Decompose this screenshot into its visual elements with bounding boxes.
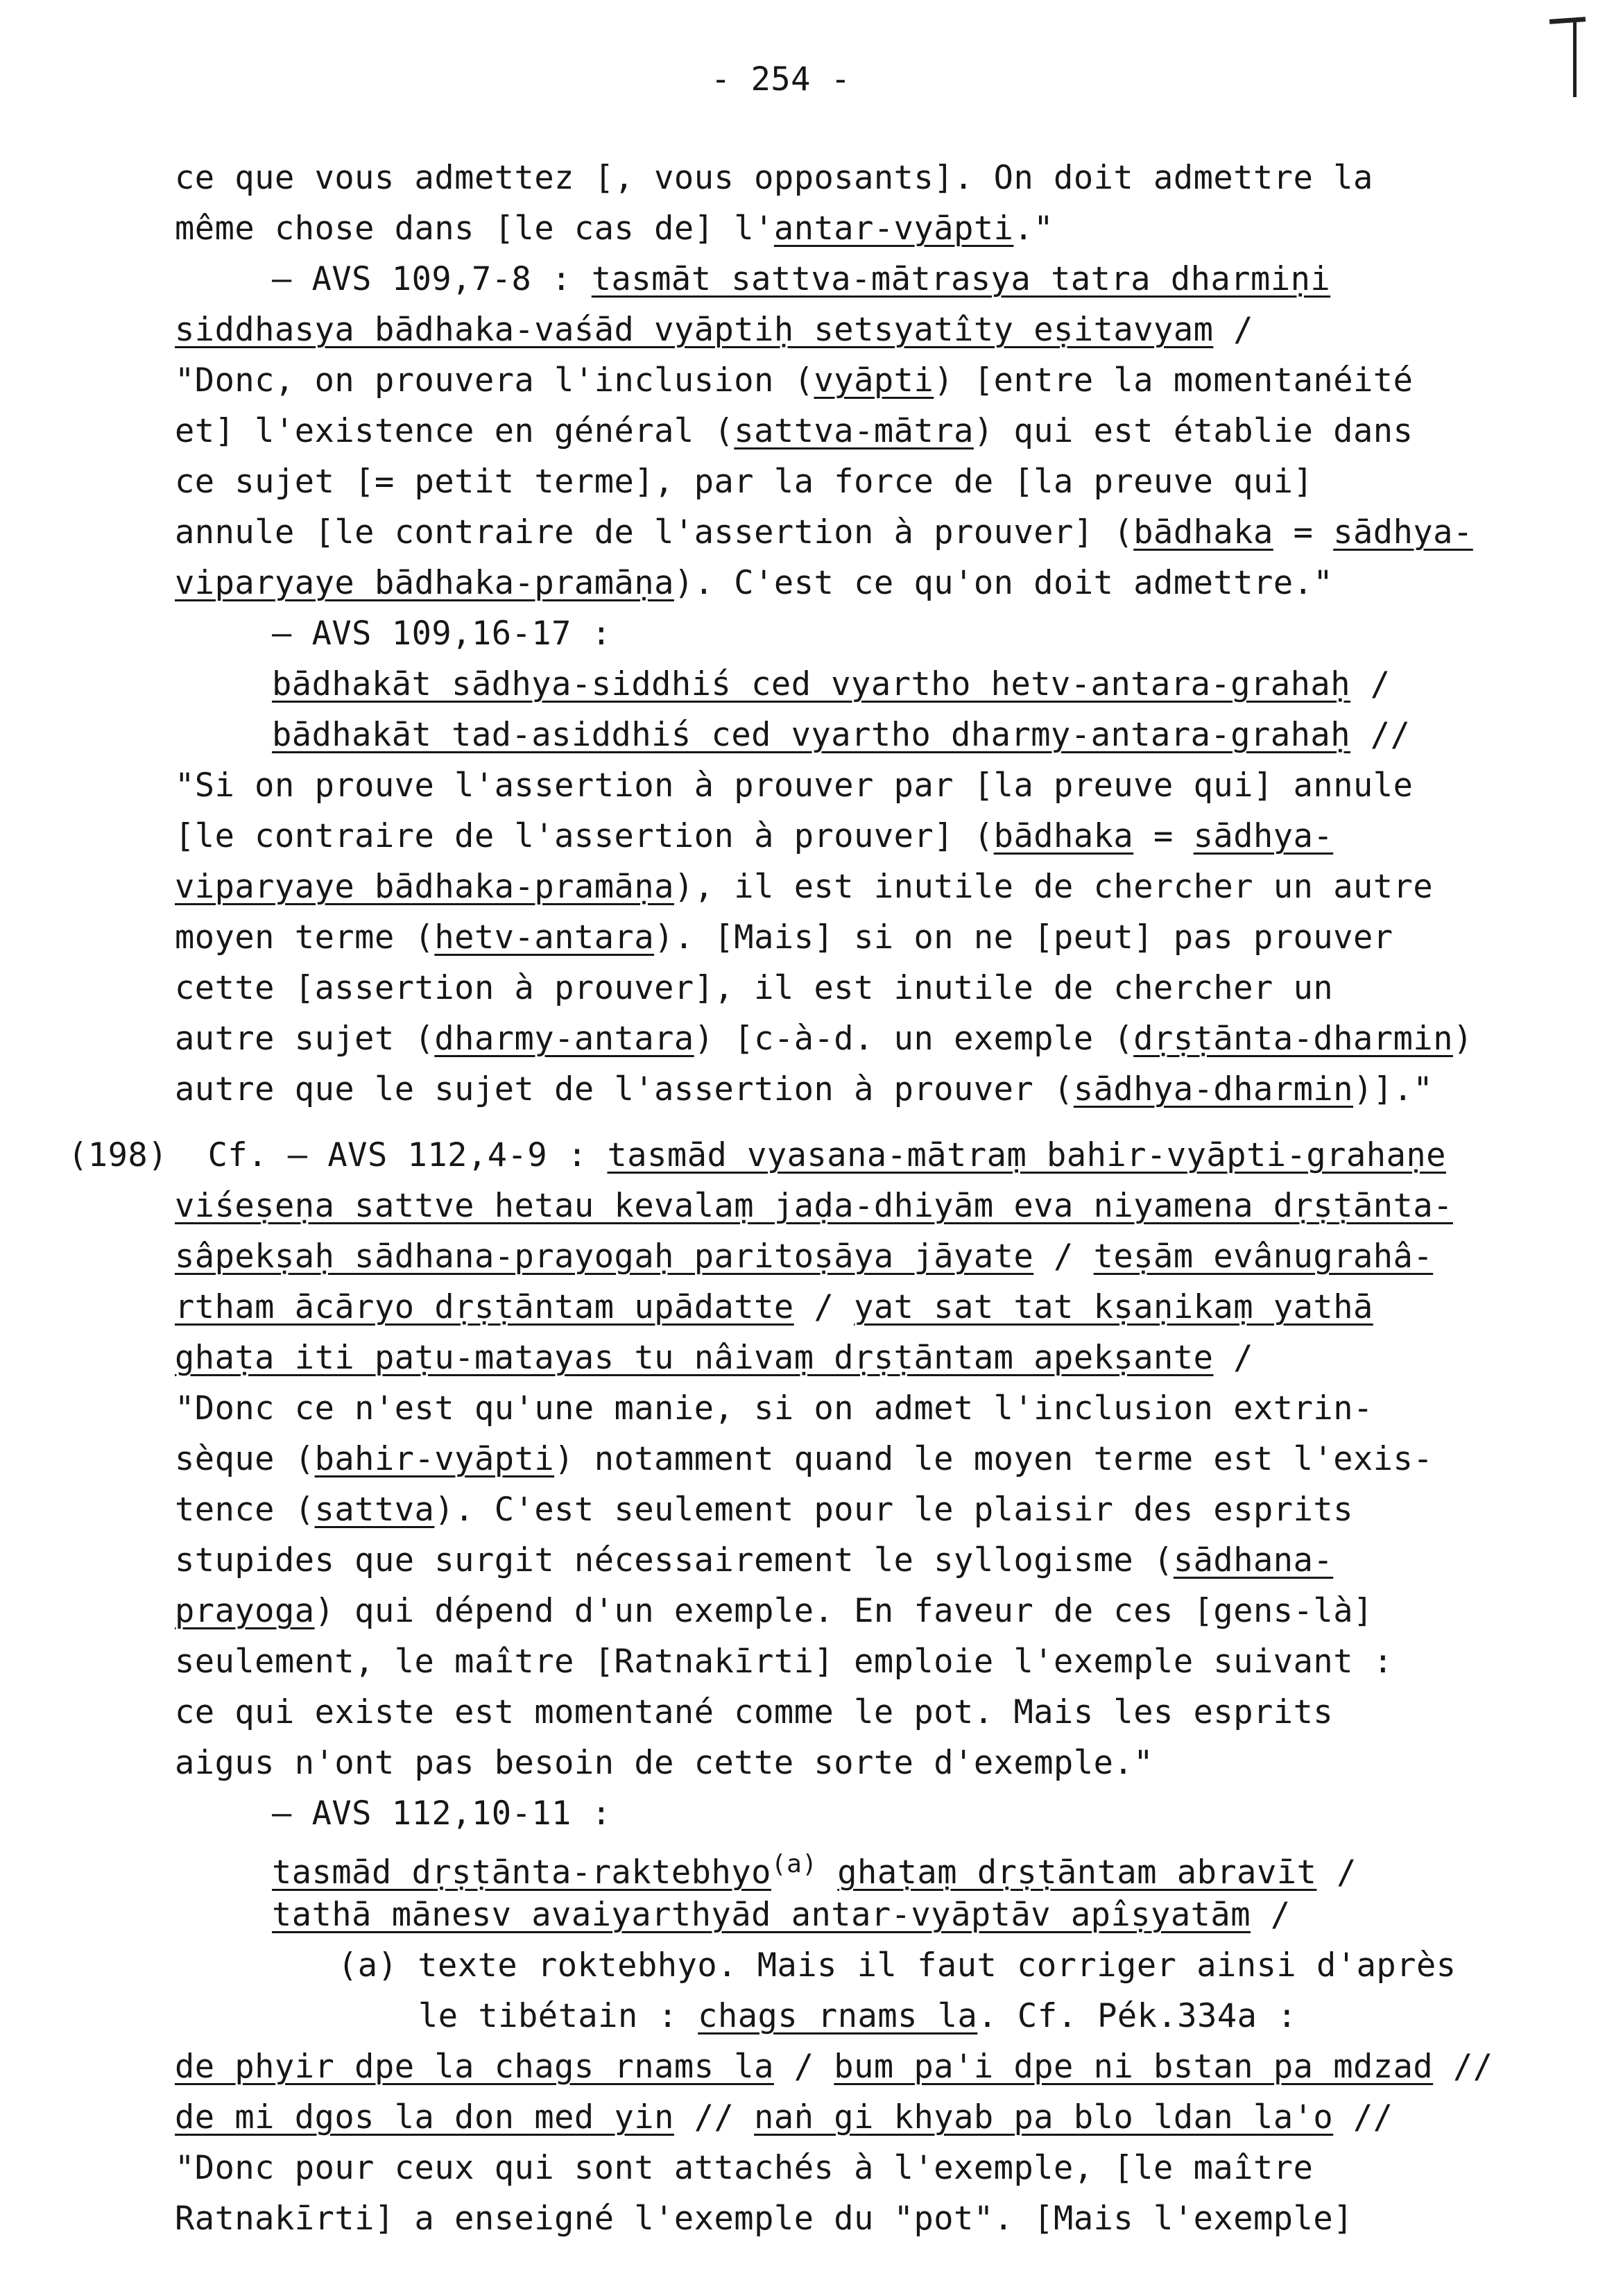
text-line [175, 1388, 1373, 1430]
text-line [338, 1945, 1457, 1987]
underlined-term: bum pa'i dpe ni bstan pa mdzad [834, 2048, 1434, 2086]
text-segment: ce que vous admettez [, vous opposants]. On doit admettre la [175, 159, 1373, 197]
text-line [175, 512, 1473, 554]
text-segment: ) [entre la momentanéité [934, 361, 1414, 400]
text-line [272, 1894, 1291, 1936]
underlined-term: tasmād vyasana-mātraṃ bahir-vyāpti-grahaṇe [607, 1136, 1446, 1174]
text-line [272, 664, 1391, 705]
underlined-term: naṅ gi khyab pa blo ldan la'o [754, 2098, 1334, 2136]
text-segment: "Donc pour ceux qui sont attachés à l'exemple, [le maître [175, 2149, 1314, 2187]
text-line [272, 613, 612, 655]
text-line [175, 309, 1253, 351]
text-segment: / [773, 2048, 834, 2086]
underlined-term: viparyaye bādhaka-pramāṇa [175, 564, 674, 602]
text-segment: )]." [1353, 1070, 1434, 1108]
text-line [175, 1337, 1253, 1379]
text-segment: // [673, 2098, 755, 2136]
underlined-term: sâpekṣaḥ sādhana-prayogaḥ paritoṣāya jāyate [175, 1237, 1034, 1276]
text-line [272, 259, 1330, 300]
text-line [175, 1287, 1373, 1328]
text-segment: cette [assertion à prouver], il est inutile de chercher un [175, 969, 1334, 1007]
underlined-term: antar-vyāpti [773, 209, 1014, 248]
text-segment: "Si on prouve l'assertion à prouver par [la preuve qui] annule [175, 766, 1414, 805]
underlined-term: de mi dgos la don med yin [175, 2098, 674, 2136]
text-line [175, 917, 1393, 959]
text-line [175, 1692, 1333, 1733]
text-line [175, 2198, 1353, 2240]
text-segment: / [1251, 1896, 1291, 1934]
footnote-marker: (a) [771, 1850, 818, 1878]
text-segment: = [1273, 513, 1334, 551]
text-line [175, 1591, 1373, 1632]
text-segment: ). [Mais] si on ne [peut] pas prouver [654, 918, 1393, 957]
text-segment: même chose dans [le cas de] l' [175, 209, 774, 248]
underlined-term: prayoga [175, 1592, 315, 1630]
text-segment: "Donc ce n'est qu'une manie, si on admet l'inclusion extrin- [175, 1389, 1373, 1428]
text-segment: — AVS 109,16-17 : [272, 615, 612, 653]
text-line [272, 714, 1410, 756]
scan-artifact [1573, 21, 1577, 97]
text-line [175, 1641, 1393, 1683]
text-line [175, 563, 1333, 604]
text-line [418, 1996, 1297, 2037]
text-line [175, 1185, 1453, 1227]
underlined-term: chags rnams la [698, 1997, 978, 2035]
text-line [175, 866, 1433, 908]
text-segment: ) notamment quand le moyen terme est l'exis- [554, 1440, 1434, 1478]
text-segment: ). C'est ce qu'on doit admettre." [673, 564, 1334, 602]
scan-artifact [1549, 17, 1586, 24]
text-segment: / [793, 1288, 855, 1326]
underlined-term: ghaṭaṃ dṛṣṭāntam abravīt [837, 1853, 1317, 1892]
underlined-term: sādhya- [1333, 513, 1473, 551]
underlined-term: rtham ācāryo dṛṣṭāntam upādatte [175, 1288, 794, 1326]
underlined-term: bādhaka [993, 817, 1134, 855]
text-segment: stupides que surgit nécessairement le syllogisme ( [175, 1541, 1174, 1579]
underlined-term: tasmāt sattva-mātrasya tatra dharmiṇi [591, 260, 1331, 298]
text-line [175, 2046, 1493, 2088]
underlined-term: tathā mānesv avaiyarthyād antar-vyāptāv apîṣyatām [272, 1896, 1251, 1934]
underlined-term: bahir-vyāpti [314, 1440, 555, 1478]
underlined-term: sattva [314, 1491, 435, 1529]
underlined-term: sādhana- [1173, 1541, 1334, 1579]
underlined-term: viparyaye bādhaka-pramāṇa [175, 868, 674, 906]
text-segment: autre que le sujet de l'assertion à prouver ( [175, 1070, 1074, 1108]
text-segment: . Cf. Pék.334a : [977, 1997, 1298, 2035]
text-line [175, 2097, 1393, 2139]
text-line [272, 1793, 612, 1835]
text-segment: / [1350, 665, 1391, 703]
text-line [175, 765, 1413, 807]
text-line [175, 411, 1413, 452]
underlined-term: dharmy-antara [434, 1020, 694, 1058]
text-segment: / [1213, 311, 1254, 349]
text-segment: annule [le contraire de l'assertion à prouver] ( [175, 513, 1134, 551]
text-line [175, 1540, 1333, 1582]
text-line [175, 968, 1333, 1009]
text-segment: ) qui dépend d'un exemple. En faveur de ces [gens-là] [314, 1592, 1373, 1630]
text-segment: ). C'est seulement pour le plaisir des esprits [434, 1491, 1353, 1529]
text-line [175, 1236, 1433, 1278]
text-segment: le tibétain : [418, 1997, 698, 2035]
text-segment: — AVS 112,10-11 : [272, 1794, 612, 1833]
text-segment: aigus n'ont pas besoin de cette sorte d'exemple." [175, 1744, 1154, 1782]
text-segment: sèque ( [175, 1440, 315, 1478]
text-segment: // [1350, 716, 1411, 754]
underlined-term: sādhya-dharmin [1073, 1070, 1353, 1108]
text-line [175, 1742, 1153, 1784]
text-line [175, 816, 1333, 857]
text-segment: ) [1453, 1020, 1473, 1058]
underlined-term: bādhakāt sādhya-siddhiś ced vyartho hetv-antara-grahaḥ [272, 665, 1351, 703]
text-segment: (a) texte roktebhyo. Mais il faut corriger ainsi d'après [338, 1946, 1457, 1985]
text-segment: "Donc, on prouvera l'inclusion ( [175, 361, 814, 400]
text-segment: Ratnakīrti] a enseigné l'exemple du "pot". [Mais l'exemple] [175, 2200, 1353, 2238]
text-line [272, 1844, 1357, 1894]
text-segment: et] l'existence en général ( [175, 412, 735, 450]
text-line [175, 1018, 1473, 1060]
page-number [711, 59, 851, 101]
text-segment: ce qui existe est momentané comme le pot. Mais les esprits [175, 1693, 1334, 1731]
text-segment: ." [1013, 209, 1054, 248]
underlined-term: sattva-mātra [734, 412, 974, 450]
text-segment: / [1316, 1853, 1357, 1892]
text-segment: ) [c-à-d. un exemple ( [694, 1020, 1134, 1058]
text-segment: ) qui est établie dans [973, 412, 1414, 450]
underlined-term: bādhakāt tad-asiddhiś ced vyartho dharmy-antara-grahaḥ [272, 716, 1351, 754]
underlined-term: siddhasya bādhaka-vaśād vyāptiḥ setsyatîty eṣitavyam [175, 311, 1214, 349]
text-line [175, 1439, 1433, 1480]
text-line [68, 1135, 1446, 1176]
text-segment: autre sujet ( [175, 1020, 435, 1058]
text-line [175, 1489, 1353, 1531]
text-segment: / [1033, 1237, 1094, 1276]
text-line [175, 157, 1373, 199]
underlined-term: bādhaka [1133, 513, 1273, 551]
text-segment: - 254 - [711, 60, 851, 98]
underlined-term: de phyir dpe la chags rnams la [175, 2048, 774, 2086]
text-line [175, 2148, 1313, 2189]
text-segment: tence ( [175, 1491, 315, 1529]
underlined-term: dṛṣṭānta-dharmin [1133, 1020, 1453, 1058]
underlined-term: teṣām evânugrahâ- [1093, 1237, 1434, 1276]
text-segment: seulement, le maître [Ratnakīrti] emploie l'exemple suivant : [175, 1643, 1393, 1681]
text-segment: moyen terme ( [175, 918, 435, 957]
text-line [175, 1069, 1433, 1111]
underlined-term: sādhya- [1193, 817, 1334, 855]
text-segment: ce sujet [= petit terme], par la force de [la preuve qui] [175, 463, 1314, 501]
text-segment: (198) Cf. — AVS 112,4-9 : [68, 1136, 608, 1174]
underlined-term: vyāpti [814, 361, 934, 400]
text-segment: — AVS 109,7-8 : [272, 260, 592, 298]
text-segment [817, 1853, 837, 1892]
text-segment: [le contraire de l'assertion à prouver] ( [175, 817, 994, 855]
underlined-term: hetv-antara [434, 918, 655, 957]
underlined-term: viśeṣeṇa sattve hetau kevalaṃ jaḍa-dhiyām eva niyamena dṛṣṭānta- [175, 1187, 1453, 1225]
text-line [175, 360, 1413, 402]
text-segment: // [1333, 2098, 1393, 2136]
text-segment: / [1213, 1339, 1254, 1377]
underlined-term: yat sat tat kṣaṇikaṃ yathā [854, 1288, 1373, 1326]
text-segment: = [1133, 817, 1194, 855]
text-line [175, 208, 1054, 250]
text-line [175, 461, 1313, 503]
underlined-term: tasmād dṛṣṭānta-raktebhyo [272, 1853, 771, 1892]
text-segment: ), il est inutile de chercher un autre [673, 868, 1434, 906]
underlined-term: ghaṭa iti paṭu-matayas tu nâivaṃ dṛṣṭāntam apekṣante [175, 1339, 1214, 1377]
text-segment: // [1433, 2048, 1493, 2086]
